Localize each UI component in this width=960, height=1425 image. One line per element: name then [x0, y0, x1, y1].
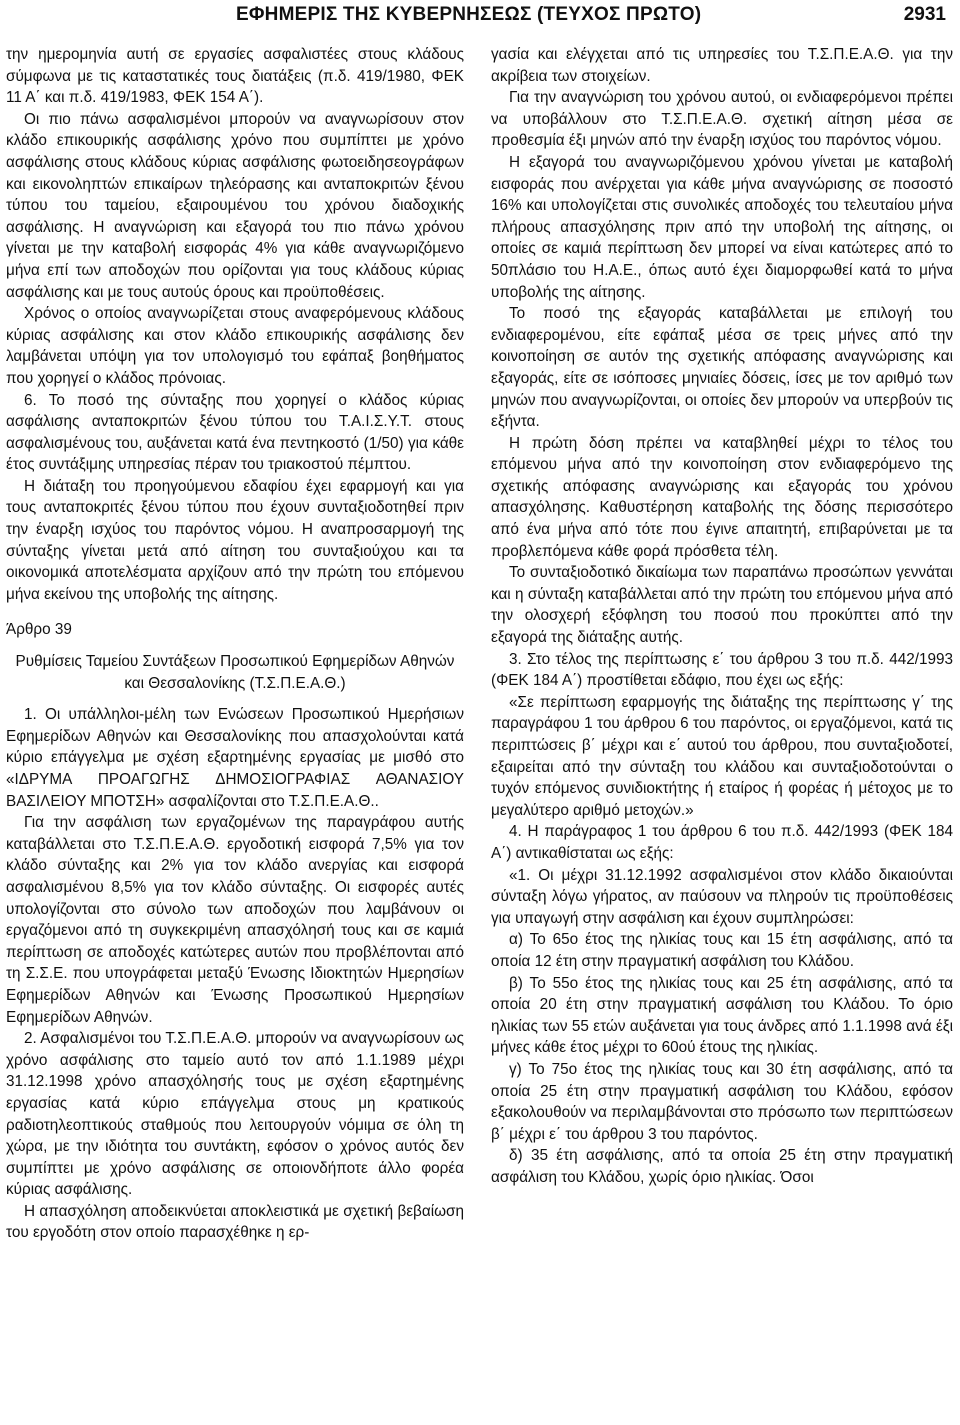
paragraph: «1. Οι μέχρι 31.12.1992 ασφαλισμένοι στον κλάδο δικαιούνται σύνταξη λόγω γήρατος, αν παύσουν να πληρούν τις προϋποθέσεις για υπαγωγή στην ασφάλιση και έχουν συμπληρώσει:: [491, 866, 953, 927]
paragraph: 3. Στο τέλος της περίπτωσης ε΄ του άρθρου 3 του π.δ. 442/1993 (ΦΕΚ 184 Α΄) προστίθεται εδάφιο, που έχει ως εξής:: [491, 650, 953, 690]
paragraph: Το συνταξιοδοτικό δικαίωμα των παραπάνω προσώπων γεννάται και η σύνταξη καταβάλλεται από την πρώτη του επόμενου μήνα από την ολοσχερή εξόφληση του ποσού που προκύπτει από την εξαγορά της διάταξης αυτής.: [491, 564, 953, 647]
paragraph: «Σε περίπτωση εφαρμογής της διάταξης της περίπτωσης γ΄ της παραγράφου 1 του άρθρου 6 του παρόντος, οι εργαζόμενοι, κατά τις περιπτώσεις β΄ μέχρι και ε΄ αυτού του άρθρου, που συνταξιοδοτεί, εξαιρείται από την σύνταξη του κλάδου και συνταξιοδοτούνται ο τυχόν επόμενος συνιδιοκτήτης ή εταίρος ή φορέας ή μέτοχος με το μεγαλύτερο αριθμό μετοχών.»: [491, 693, 953, 819]
paragraph: δ) 35 έτη ασφάλισης, από τα οποία 25 έτη στην πραγματική ασφάλιση του Κλάδου, χωρίς όριο ηλικίας. Όσοι: [491, 1147, 953, 1186]
paragraph: 1. Οι υπάλληλοι-μέλη των Ενώσεων Προσωπικού Ημερήσιων Εφημερίδων Αθηνών και Θεσσαλονίκης που απασχολούνται κατά κύριο επάγγελμα με σχέση εξαρτημένης εργασίας με μισθό στο «ΙΔΡΥΜΑ ΠΡΟΑΓΩΓΗΣ ΔΗΜΟΣΙΟΓΡΑΦΙΑΣ ΑΘΑΝΑΣΙΟΥ ΒΑΣΙΛΕΙΟΥ ΜΠΟΤΣΗ» ασφαλίζονται στο Τ.Σ.Π.Ε.Α.Θ..: [6, 706, 464, 810]
paragraph: Η εξαγορά του αναγνωριζόμενου χρόνου γίνεται με καταβολή εισφοράς που ανέρχεται για κάθε μήνα αναγνώρισης σε ποσοστό 16% και υπολογίζεται στις συνολικές αποδοχές του τελευταίου μήνα πλήρους απασχόλησης πριν από την υποβολή της αίτησης, οι οποίες σε καμιά περίπτωση δεν μπορεί να είναι κατώτερες από το 50πλάσιο του Η.Α.Ε., όπως αυτό έχει διαμορφωθεί κατά το μήνα υποβολής της αίτησης.: [491, 153, 953, 301]
paragraph: Η απασχόληση αποδεικνύεται αποκλειστικά με σχετική βεβαίωση του εργοδότη στον οποίο παρασχέθηκε η ερ-: [6, 1202, 464, 1242]
paragraph: Χρόνος ο οποίος αναγνωρίζεται στους αναφερόμενους κλάδους κύριας ασφάλισης και στον κλάδο επικουρικής ασφάλισης δεν λαμβάνεται υπόψη για τον υπολογισμό του εφάπαξ βοηθήματος που χορηγεί ο κλάδος πρόνοιας.: [6, 305, 464, 387]
page-header: [0, 0, 960, 36]
paragraph: γ) Το 75ο έτος της ηλικίας τους και 30 έτη ασφάλισης, από τα οποία 25 έτη στην πραγματική ασφάλιση του Κλάδου, εφόσον εξακολουθούν να περιλαμβάνονται στο πρόσωπο των περιπτώσεων β΄ μέχρι ε΄ του άρθρου 3 του παρόντος.: [491, 1060, 953, 1143]
paragraph: α) Το 65ο έτος της ηλικίας τους και 15 έτη ασφάλισης, από τα οποία 12 έτη στην πραγματική ασφάλιση του Κλάδου.: [491, 931, 953, 970]
right-column: [491, 44, 953, 1188]
article-heading: Άρθρο 39: [6, 621, 72, 639]
paragraph: Η πρώτη δόση πρέπει να καταβληθεί μέχρι το τέλος του επόμενου μήνα από την κοινοποίηση στον ενδιαφερόμενο της σχετικής απόφασης αναγνώρισης και εξαγοράς του χρόνου απασχόλησης. Καθυστέρηση καταβολής της δόσης περισσότερο από ένα μήνα από τότε που έγινε απαιτητή, επιβαρύνεται με τα προβλεπόμενα κάθε φορά πρόσθετα τέλη.: [491, 434, 953, 560]
left-column: [6, 44, 464, 1244]
paragraph: Οι πιο πάνω ασφαλισμένοι μπορούν να αναγνωρίσουν στον κλάδο επικουρικής ασφάλισης χρόνο που συμπίπτει με χρόνο ασφάλισης στους κλάδους κύριας ασφάλισης φωτοειδησεογράφων και εικονοληπτών επικαίρων τηλεόρασης και ανταποκριτών ξένου τύπου του ταμείου, εξαιρουμένου του χρόνου διαδοχικής ασφάλισης. Η αναγνώριση και εξαγορά του πιο πάνω χρόνου γίνεται με την καταβολή εισφοράς 4% για κάθε αναγνωριζόμενο μήνα επί των αποδοχών που ορίζονται για τους κλάδους κύριας ασφάλισης και με τους αυτούς όρους και προϋποθέσεις.: [6, 110, 464, 301]
page-number: 2931: [903, 4, 946, 25]
paragraph: 6. Το ποσό της σύνταξης που χορηγεί ο κλάδος κύριας ασφάλισης ανταποκριτών ξένου τύπου του Τ.Α.Ι.Σ.Υ.Τ. στους ασφαλισμένους του, αυξάνεται κατά ένα πεντηκοστό (1/50) για κάθε έτος συντάξιμης υπηρεσίας πέραν του τριακοστού πέμπτου.: [6, 391, 464, 474]
gazette-title: ΕΦΗΜΕΡΙΣ ΤΗΣ ΚΥΒΕΡΝΗΣΕΩΣ (ΤΕΥΧΟΣ ΠΡΩΤΟ): [236, 4, 702, 25]
paragraph: Για την αναγνώριση του χρόνου αυτού, οι ενδιαφερόμενοι πρέπει να υποβάλλουν στο Τ.Σ.Π.Ε.Α.Θ. σχετική αίτηση μέσα σε προθεσμία έξι μηνών από την έναρξη ισχύος του παρόντος νόμου.: [491, 89, 953, 150]
paragraph: την ημερομηνία αυτή σε εργασίες ασφαλιστέες στους κλάδους σύμφωνα με τις καταστατικές τους διατάξεις (π.δ. 419/1980, ΦΕΚ 11 Α΄ και π.δ. 419/1983, ΦΕΚ 154 Α΄).: [6, 46, 464, 107]
paragraph: β) Το 55ο έτος της ηλικίας τους και 25 έτη ασφάλισης, από τα οποία 20 έτη στην πραγματική ασφάλιση του Κλάδου. Το όριο ηλικίας των 55 ετών αυξάνεται για τους άνδρες από 1.1.1998 ανά έξι μήνες κάθε έτος μέχρι το 60ού έτους της ηλικίας.: [491, 974, 953, 1057]
paragraph: Για την ασφάλιση των εργαζομένων της παραγράφου αυτής καταβάλλεται στο Τ.Σ.Π.Ε.Α.Θ. εργοδοτική εισφορά 7,5% για τον κλάδο σύνταξης και 2% για τον κλάδο ανεργίας και εισφορά ασφαλισμένου 8,5% για τον κλάδο σύνταξης. Οι εισφορές αυτές υπολογίζονται στο σύνολο των αποδοχών που λαμβάνουν οι εργαζόμενοι από τη συγκεκριμένη απασχόλησή τους και σε καμιά περίπτωση σε αποδοχές κατώτερες αυτών που προβλέπονται από τη Σ.Σ.Ε. που υπογράφεται μεταξύ Ένωσης Ιδιοκτητών Ημερησίων Εφημερίδων Αθηνών και Ένωσης Προσωπικού Ημερησίων Εφημερίδων Αθηνών.: [6, 814, 464, 1026]
paragraph: γασία και ελέγχεται από τις υπηρεσίες του Τ.Σ.Π.Ε.Α.Θ. για την ακρίβεια των στοιχείων.: [491, 46, 953, 85]
paragraph: 4. Η παράγραφος 1 του άρθρου 6 του π.δ. 442/1993 (ΦΕΚ 184 Α΄) αντικαθίσταται ως εξής:: [491, 823, 953, 862]
article-subheading: Ρυθμίσεις Ταμείου Συντάξεων Προσωπικού Εφημερίδων Αθηνών και Θεσσαλονίκης (Τ.Σ.Π.Ε.Α.Θ.): [15, 653, 455, 692]
paragraph: Η διάταξη του προηγούμενου εδαφίου έχει εφαρμογή και για τους ανταποκριτές ξένου τύπου που έχουν συνταξιοδοτηθεί πριν την έναρξη ισχύος του παρόντος νόμου. Η αναπροσαρμογή της σύνταξης γίνεται μετά από αίτηση του συνταξιούχου και τα οικονομικά αποτελέσματα αρχίζουν από την πρώτη του επόμενου μήνα εκείνου της υποβολής της αίτησης.: [6, 477, 464, 603]
paragraph: Το ποσό της εξαγοράς καταβάλλεται με επιλογή του ενδιαφερομένου, είτε εφάπαξ μέσα σε τρεις μήνες από την κοινοποίηση σε αυτόν της σχετικής απόφασης αναγνώρισης και εξαγοράς, είτε σε ισόποσες μηνιαίες δόσεις, ίσες με τον αριθμό των μηνών που αναγνωρίζονται, οι οποίες δεν μπορούν να υπερβούν τις εξήντα.: [491, 305, 953, 431]
paragraph: 2. Ασφαλισμένοι του Τ.Σ.Π.Ε.Α.Θ. μπορούν να αναγνωρίσουν ως χρόνο ασφάλισης στο ταμείο αυτό τον από 1.1.1989 μέχρι 31.12.1998 χρόνο απασχόλησής τους με σχέση εξαρτημένης εργασίας κατά κύριο επάγγελμα στους μη κρατικούς ραδιοτηλεοπτικούς σταθμούς που λειτουργούν νόμιμα σε όλη τη χώρα, με την ιδιότητα του συντάκτη, εφόσον ο χρόνος αυτός δεν συμπίπτει με χρόνο ασφάλισης σε οποιονδήποτε άλλο φορέα κύριας ασφάλισης.: [6, 1030, 464, 1199]
